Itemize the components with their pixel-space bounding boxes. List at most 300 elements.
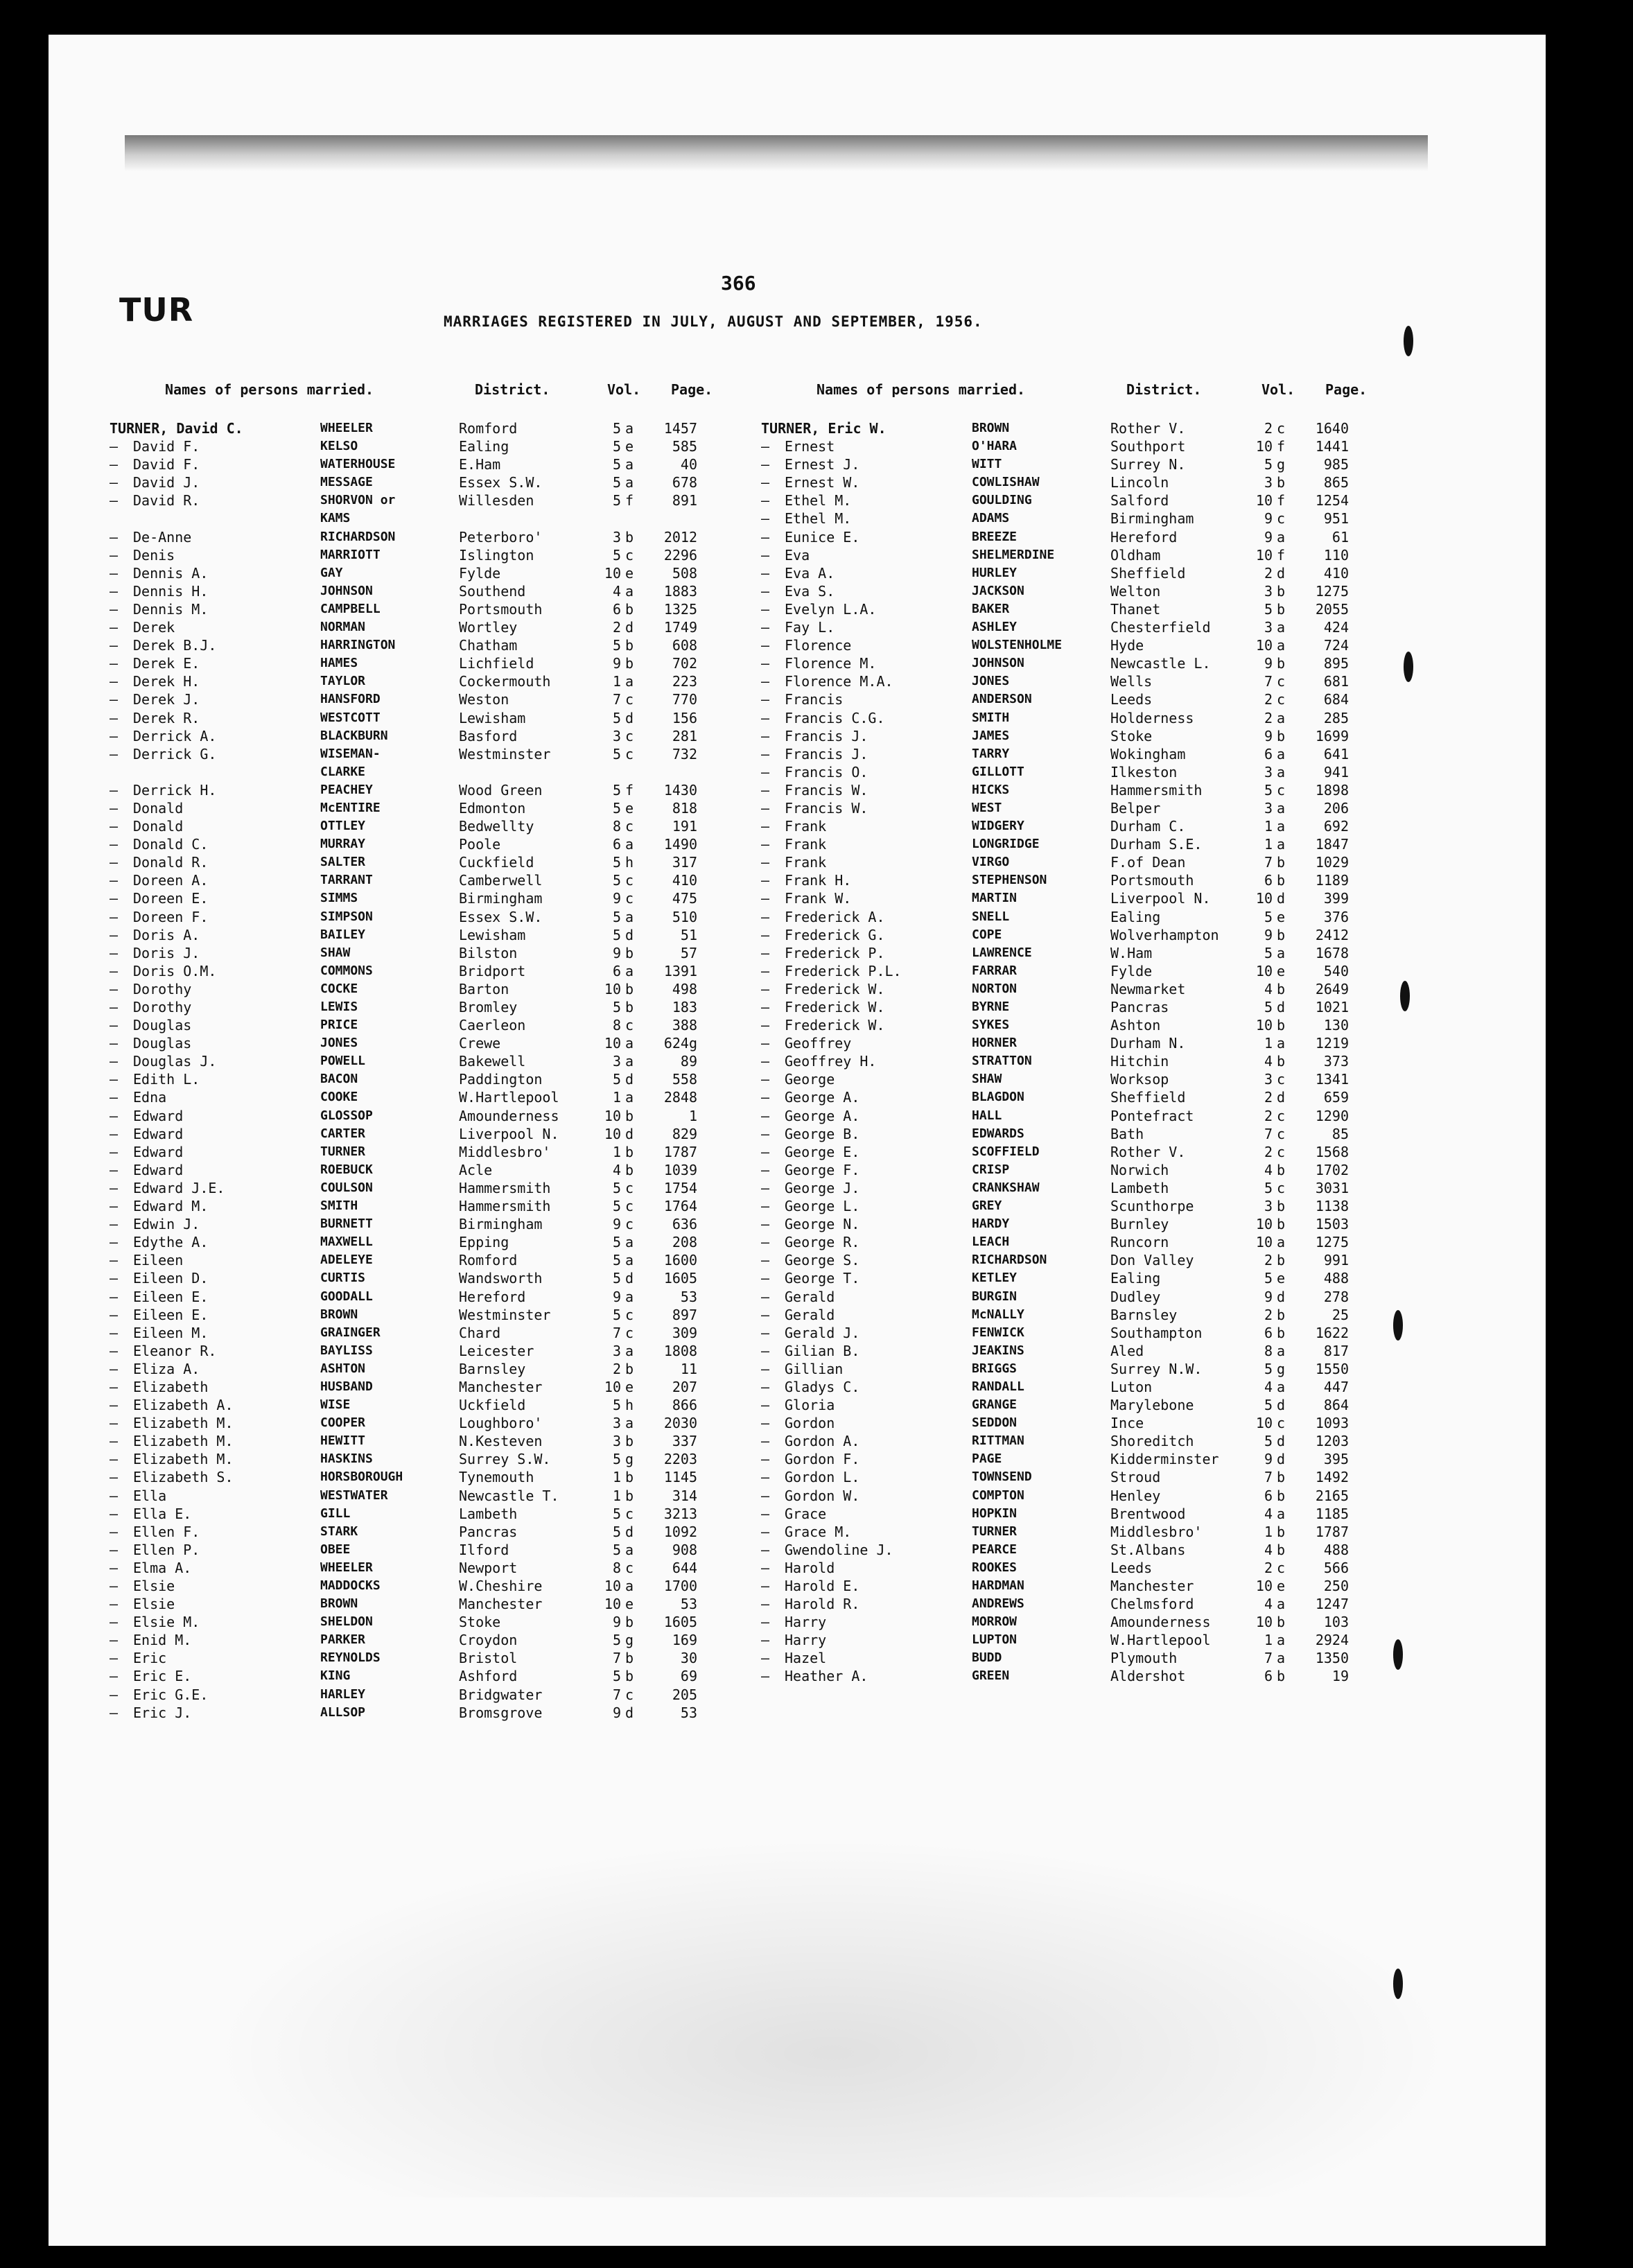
spouse-surname: O'HARA [972,439,1018,454]
volume: 5 [612,926,621,943]
volume: 6 [1264,745,1273,762]
spouse-surname: JONES [972,674,1010,689]
volume-letter: b [625,637,634,654]
entry-dash: — [110,619,119,636]
volume: 5 [612,1523,621,1540]
entry-row [761,1468,1426,1486]
spouse-surname: NORMAN [320,620,366,635]
volume-letter: a [1277,745,1286,762]
volume-letter: h [625,1397,634,1414]
page-ref: 169 [672,1632,697,1649]
spouse-surname: SHAW [972,1072,1002,1087]
page-ref: 2296 [663,546,697,564]
spouse-surname: COULSON [320,1180,373,1195]
volume-letter: b [625,1469,634,1486]
district: Cuckfield [459,854,534,871]
district: Ince [1110,1415,1144,1432]
volume-letter: a [625,908,634,925]
page-ref: 183 [672,999,697,1015]
district: Westminster [459,745,551,762]
page-ref: 1600 [663,1252,697,1269]
volume-letter: c [625,1306,634,1323]
scan-edge [0,208,49,263]
page-ref: 732 [672,745,697,762]
entry-row [110,1432,775,1450]
volume-letter: d [1277,1451,1286,1468]
spouse-surname: GREEN [972,1668,1010,1684]
given-name: George A. [785,1107,860,1124]
entry-row [110,1306,775,1324]
district: Amounderness [459,1107,559,1124]
page-ref: 1029 [1315,854,1349,871]
page-ref: 25 [1331,1306,1349,1323]
volume: 10 [1255,962,1273,979]
district: Bridport [459,962,526,979]
entry-dash: — [761,528,770,546]
volume-letter: b [1277,600,1286,618]
entry-dash: — [761,1523,770,1540]
entry-dash: — [110,637,119,654]
spouse-surname: LONGRIDGE [972,837,1040,852]
entry-row [761,654,1426,672]
given-name: Elizabeth M. [133,1415,234,1432]
entry-dash: — [110,980,119,997]
given-name: Harold [785,1559,835,1576]
page-heading: MARRIAGES REGISTERED IN JULY, AUGUST AND SEPTEMBER, 1956. [444,313,983,330]
volume-letter: b [625,1614,634,1631]
entry-row [110,745,775,763]
volume: 4 [1264,1161,1273,1178]
spouse-surname: HORNER [972,1036,1018,1051]
volume: 4 [1264,1053,1273,1070]
district: Ashford [459,1668,518,1685]
page-ref: 447 [1323,1378,1349,1395]
district: Surrey N. [1110,456,1186,473]
volume-letter: b [625,944,634,961]
volume-letter: b [1277,1523,1286,1540]
volume-letter: d [1277,1433,1286,1450]
entry-dash: — [110,1704,119,1721]
spouse-surname: ASHTON [320,1361,366,1376]
volume-letter: a [1277,1378,1286,1395]
district: Surrey N.W. [1110,1360,1203,1377]
entry-dash: — [761,1143,770,1160]
page-ref: 376 [1323,908,1349,925]
entry-row [110,1649,775,1667]
entry-dash: — [110,1342,119,1359]
entry-row [110,944,775,962]
volume: 5 [612,781,621,799]
page-ref: 818 [672,799,697,817]
volume: 3 [612,528,621,546]
volume-letter: b [1277,1252,1286,1269]
volume-letter: e [1277,908,1286,925]
given-name: George T. [785,1270,860,1287]
entry-dash: — [761,1306,770,1323]
volume: 1 [1264,836,1273,853]
spouse-surname: JOHNSON [972,656,1024,671]
entry-row [110,817,775,835]
volume: 1 [1264,1035,1273,1052]
page-ref: 130 [1323,1017,1349,1034]
district: Bilston [459,944,518,961]
volume: 5 [612,1632,621,1649]
given-name: George J. [785,1179,860,1196]
entry-dash: — [110,1451,119,1468]
entry-dash: — [761,1505,770,1522]
district: Manchester [459,1596,543,1613]
entry-dash: — [110,908,119,925]
entry-dash: — [110,944,119,961]
entry-dash: — [110,890,119,907]
entry-row [110,727,775,745]
volume: 9 [612,944,621,961]
page-ref: 1145 [663,1469,697,1486]
entry-dash: — [110,1686,119,1703]
volume [596,763,625,781]
entry-row [761,437,1426,455]
spouse-surname: STEPHENSON [972,873,1047,888]
entry-dash: — [761,1451,770,1468]
volume: 9 [612,1288,621,1305]
given-name: Donald [133,799,184,817]
entry-row [761,600,1426,618]
district: Burnley [1110,1216,1169,1233]
given-name: Eliza A. [133,1360,200,1377]
volume: 4 [612,582,621,600]
district: Caerleon [459,1017,526,1034]
district: Middlesbro' [1110,1523,1203,1540]
spouse-surname: BRIGGS [972,1361,1018,1376]
volume: 6 [612,836,621,853]
given-name: Donald C. [133,836,209,853]
volume-letter: a [625,836,634,853]
district: Bath [1110,1125,1144,1142]
entry-row [110,1288,775,1306]
entry-dash: — [110,781,119,799]
district: Bridgwater [459,1686,543,1703]
district: Aldershot [1110,1668,1186,1685]
district: Barton [459,980,509,997]
given-name: George B. [785,1125,860,1142]
spouse-surname: COWLISHAW [972,475,1040,490]
entry-row [761,1251,1426,1269]
district: St.Albans [1110,1541,1186,1558]
entry-row [761,1667,1426,1685]
district: Weston [459,691,509,708]
entry-row [761,817,1426,835]
volume: 5 [1264,1270,1273,1287]
header-vol: Vol. [1261,381,1295,398]
page-ref: 1275 [1315,582,1349,600]
entry-dash: — [110,854,119,871]
given-name: Elsie M. [133,1614,200,1631]
entry-dash: — [110,1650,119,1667]
entry-row [761,546,1426,564]
volume-letter: d [1277,999,1286,1015]
volume: 2 [1264,1089,1273,1106]
page-ref: 1764 [663,1198,697,1215]
district: Birmingham [459,1216,543,1233]
volume: 5 [612,1198,621,1215]
spouse-surname: BAILEY [320,927,366,942]
entry-dash: — [761,1378,770,1395]
spouse-surname: TARRY [972,746,1010,761]
page-ref: 2203 [663,1451,697,1468]
entry-dash: — [110,1614,119,1631]
district: Willesden [459,492,534,509]
spouse-surname: WOLSTENHOLME [972,638,1063,653]
spouse-surname: HASKINS [320,1451,373,1467]
volume: 2 [612,1360,621,1377]
volume: 9 [612,1704,621,1721]
given-name: Elsie [133,1596,175,1613]
volume-letter: f [625,492,634,509]
district: Wells [1110,673,1153,690]
entry-dash [110,763,133,781]
district: Barnsley [459,1360,526,1377]
volume: 10 [604,1578,621,1594]
volume: 2 [1264,1107,1273,1124]
entry-dash: — [110,1306,119,1323]
district: W.Ham [1110,944,1153,961]
district: Wokingham [1110,745,1186,762]
entry-dash: — [110,999,119,1015]
page-ref: 61 [1331,528,1349,546]
page-ref: 1787 [663,1143,697,1160]
given-name: Douglas [133,1035,192,1052]
entry-dash: — [110,1017,119,1034]
entry-dash: — [761,564,770,582]
volume: 10 [604,564,621,582]
spouse-surname: KAMS [320,511,351,526]
volume-letter: c [625,1179,634,1196]
entry-row [110,1143,775,1161]
page-ref: 2649 [1315,980,1349,997]
entry-row [110,1468,775,1486]
district: Romford [459,420,518,437]
entry-row [761,1649,1426,1667]
given-name: George S. [785,1252,860,1269]
district: Ilkeston [1110,763,1178,780]
page-ref: 1898 [1315,781,1349,799]
entry-row [110,1016,775,1034]
volume: 5 [612,745,621,762]
entry-dash: — [761,1288,770,1305]
volume: 5 [612,1234,621,1251]
page-ref: 1021 [1315,999,1349,1015]
given-name: Gladys C. [785,1378,860,1395]
spouse-surname: HICKS [972,782,1010,797]
volume-letter: a [625,1415,634,1432]
entry-row [761,564,1426,582]
page-ref: 1254 [1315,492,1349,509]
page-ref: 770 [672,691,697,708]
page-ref: 558 [672,1071,697,1088]
page-ref: 69 [680,1668,697,1685]
entry-row [761,1233,1426,1251]
volume-letter: e [625,564,634,582]
volume-letter: c [625,1559,634,1576]
volume-letter: d [625,1523,634,1540]
spouse-surname: HAMES [320,656,358,671]
entry-dash: — [110,799,119,817]
volume-letter: h [625,854,634,871]
entry-row [761,1088,1426,1106]
district: Dudley [1110,1288,1161,1305]
entry-row [110,654,775,672]
volume-letter: a [625,1342,634,1359]
header-district: District. [475,381,550,398]
entry-dash: — [110,1541,119,1558]
volume: 9 [612,890,621,907]
spouse-surname: RANDALL [972,1379,1024,1394]
page-ref: 3213 [663,1505,697,1522]
volume: 5 [1264,1179,1273,1196]
volume-letter: a [625,1089,634,1106]
volume-letter: a [1277,836,1286,853]
volume: 10 [1255,1578,1273,1594]
volume: 1 [612,1143,621,1160]
district: Chesterfield [1110,619,1211,636]
entry-dash: — [110,709,119,726]
given-name: Derrick G. [133,745,217,762]
volume: 9 [1264,1288,1273,1305]
entry-dash: — [761,546,770,564]
page-ref: 1247 [1315,1596,1349,1613]
entry-dash: — [110,1071,119,1088]
given-name: David J. [133,474,200,491]
entry-row [110,763,775,781]
page-ref: 1203 [1315,1433,1349,1450]
given-name: Denis [133,546,175,564]
given-name: Doreen E. [133,890,209,907]
volume-letter: a [625,1035,634,1052]
given-name: Edna [133,1089,167,1106]
given-name: Dennis M. [133,600,209,618]
entry-dash: — [761,1179,770,1196]
page-ref: 85 [1331,1125,1349,1142]
entry-dash: — [761,1433,770,1450]
volume-letter: a [1277,1650,1286,1667]
spouse-surname: JEAKINS [972,1343,1024,1358]
spouse-surname: HORSBOROUGH [320,1469,403,1485]
spouse-surname: COPE [972,927,1002,942]
entry-row [110,1034,775,1052]
entry-row [110,546,775,564]
district: Lewisham [459,926,526,943]
given-name: Grace M. [785,1523,852,1540]
given-name: Douglas [133,1017,192,1034]
page-ref: 1350 [1315,1650,1349,1667]
given-name: Frank [785,836,827,853]
given-name: Ella [133,1487,167,1504]
page-ref: 1185 [1315,1505,1349,1522]
entry-dash: — [110,1487,119,1504]
volume-letter: c [1277,673,1286,690]
volume: 10 [604,980,621,997]
page-ref: 681 [1323,673,1349,690]
spouse-surname: EDWARDS [972,1126,1024,1141]
volume: 1 [1264,818,1273,835]
spouse-surname: MESSAGE [320,475,373,490]
volume: 10 [1255,1216,1273,1233]
entry-row [761,690,1426,708]
volume: 5 [612,420,621,437]
given-name: Francis W. [785,781,868,799]
entry-row [761,799,1426,817]
given-name: Frederick A. [785,908,885,925]
given-name: Edward [133,1161,184,1178]
entry-dash: — [761,619,770,636]
entry-row [761,1523,1426,1541]
volume: 10 [604,1107,621,1124]
given-name: Frank H. [785,872,852,889]
volume [596,509,625,527]
spouse-surname: COMPTON [972,1488,1024,1503]
district: Essex S.W. [459,908,543,925]
entry-dash: — [761,1198,770,1215]
given-name: Elma A. [133,1559,192,1576]
entry-row [110,1197,775,1215]
volume: 5 [612,474,621,491]
volume-letter: a [1277,1035,1286,1052]
page-ref: 206 [1323,799,1349,817]
volume: 4 [1264,980,1273,997]
entry-dash: — [761,1017,770,1034]
entry-dash: — [110,691,119,708]
district: Kidderminster [1110,1451,1219,1468]
district: Ealing [1110,1270,1161,1287]
district: Newmarket [1110,980,1186,997]
volume: 5 [612,1071,621,1088]
entry-dash [110,509,133,527]
entry-dash: — [110,1035,119,1052]
entry-row [110,1378,775,1396]
given-name: Eric J. [133,1704,192,1721]
entry-row [761,1125,1426,1143]
page-ref: 2030 [663,1415,697,1432]
spouse-surname: HARRINGTON [320,638,396,653]
entry-dash: — [761,1035,770,1052]
entry-row [761,1559,1426,1577]
spouse-surname: HARDMAN [972,1578,1024,1593]
given-name: Francis [785,691,844,708]
given-name: George A. [785,1089,860,1106]
district: Scunthorpe [1110,1198,1194,1215]
page-ref: 1622 [1315,1324,1349,1341]
volume: 10 [1255,492,1273,509]
volume: 5 [1264,1397,1273,1414]
district: Epping [459,1234,509,1251]
entry-row [110,998,775,1016]
district: Shoreditch [1110,1433,1194,1450]
volume-letter: a [1277,637,1286,654]
entry-row [110,1505,775,1523]
volume: 5 [612,1451,621,1468]
volume-letter: c [625,818,634,835]
given-name: Frederick W. [785,1017,885,1034]
volume-letter: c [625,1198,634,1215]
page-ref: 205 [672,1686,697,1703]
volume: 9 [1264,510,1273,527]
volume: 3 [1264,619,1273,636]
entry-dash: — [110,818,119,835]
volume: 4 [612,1161,621,1178]
entry-row [110,1070,775,1088]
volume: 2 [1264,420,1273,437]
volume: 4 [1264,1378,1273,1395]
